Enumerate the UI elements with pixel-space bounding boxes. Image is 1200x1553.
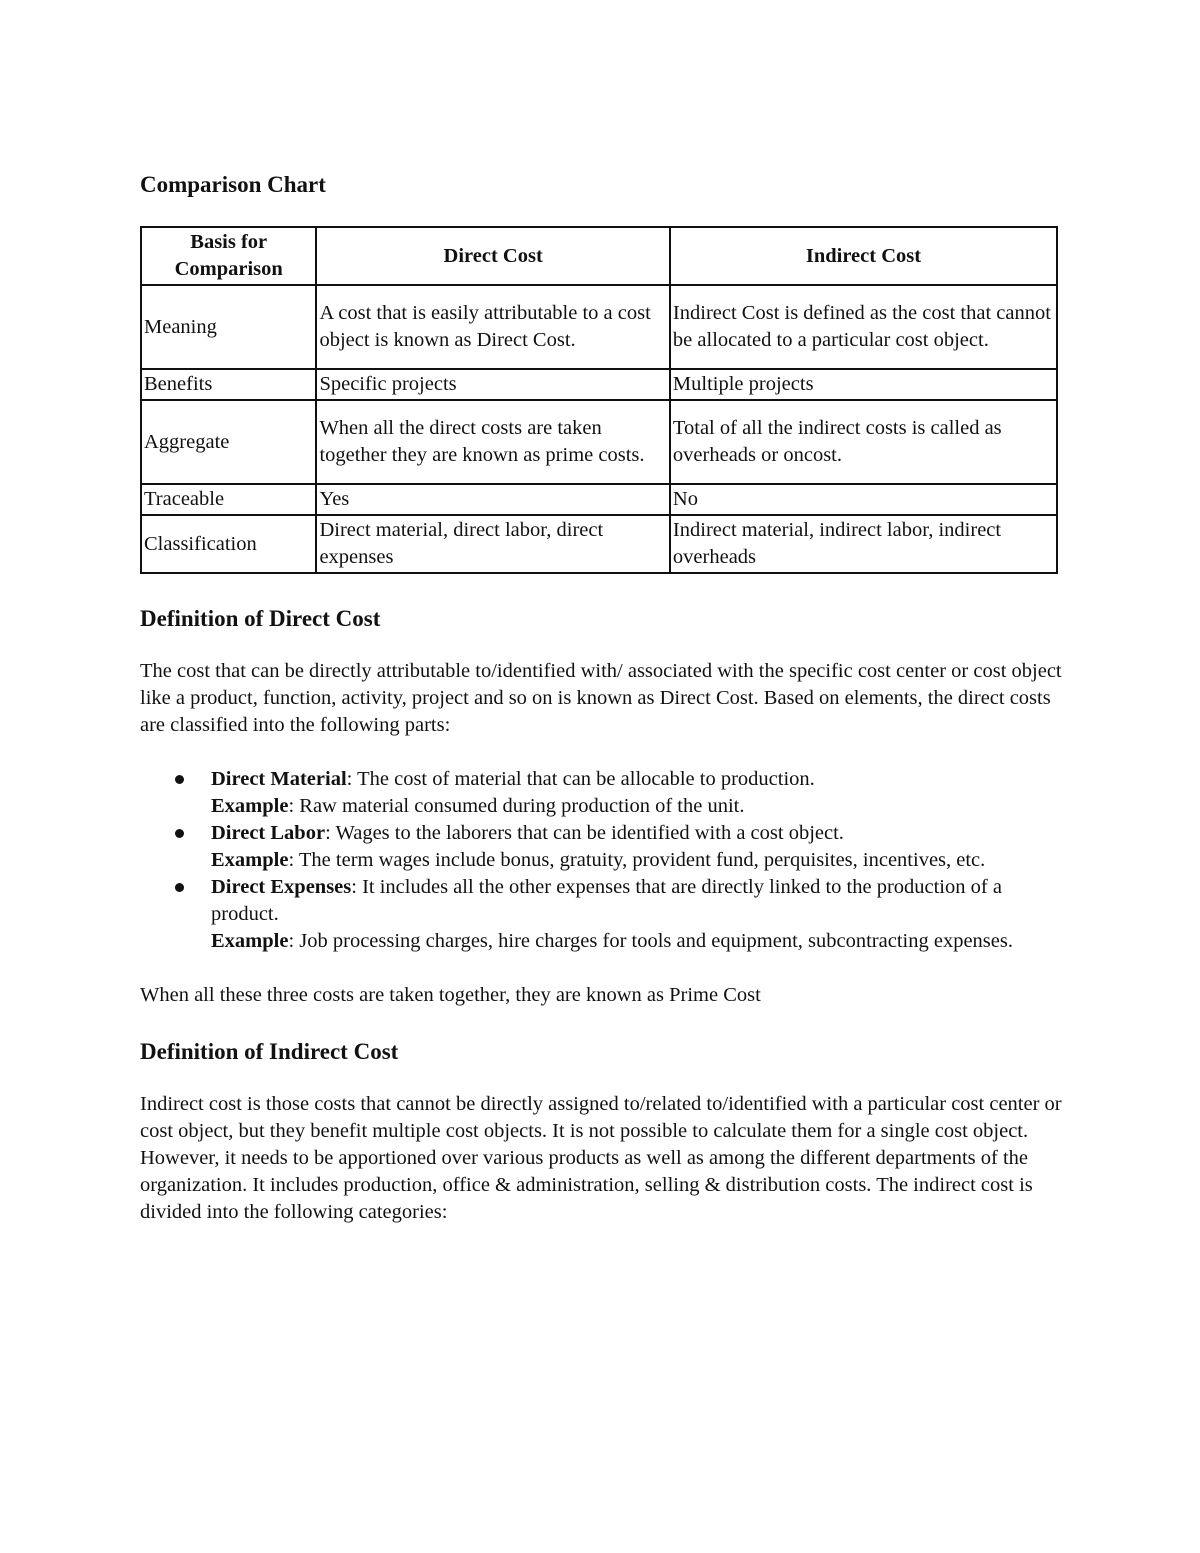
table-row [141,285,1057,369]
row-direct-cell: Yes [316,484,669,515]
bullet-icon [175,829,184,838]
list-item [140,820,1065,874]
row-indirect-cell: Indirect Cost is defined as the cost that cannot be allocated to a particular cost object. [670,285,1057,369]
indirect-cost-heading: Definition of Indirect Cost [140,1039,399,1064]
bullet-icon [175,775,184,784]
indirect-cost-body: Indirect cost is those costs that cannot be directly assigned to/related to/identified with a particular cost center or cost object, but they benefit multiple cost objects. It is not possible to calculate them for a single cost object. However, it needs to be apportioned over various products as well as among the different departments of the organization. It includes production, office & administration, selling & distribution costs. The indirect cost is divided into the following categories: [140,1093,1062,1223]
item-text: : Wages to the laborers that can be identified with a cost object. [325,822,844,844]
example-label: Example [211,930,289,952]
row-direct-cell: When all the direct costs are taken together they are known as prime costs. [316,400,669,484]
item-term: Direct Labor [211,822,326,844]
item-term: Direct Material [211,768,347,790]
example-label: Example [211,795,289,817]
bullet-icon [175,883,184,892]
table-row [141,515,1057,573]
row-direct-cell: A cost that is easily attributable to a cost object is known as Direct Cost. [316,285,669,369]
row-direct-cell: Direct material, direct labor, direct expenses [316,515,669,573]
direct-cost-heading: Definition of Direct Cost [140,606,381,631]
row-indirect-cell: Indirect material, indirect labor, indirect overheads [670,515,1057,573]
row-basis-cell: Benefits [141,369,316,400]
direct-cost-intro: The cost that can be directly attributable to/identified with/ associated with the specific cost center or cost object like a product, function, activity, project and so on is known as Direct Cost. Based on elements, the direct costs are classified into the following parts: [140,660,1062,736]
list-item [140,874,1065,955]
item-text: : The cost of material that can be allocable to production. [346,768,815,790]
row-direct-cell: Specific projects [316,369,669,400]
document-page [140,170,1065,1226]
example-text: : Raw material consumed during production of the unit. [288,795,745,817]
header-indirect-cost: Indirect Cost [670,227,1057,285]
prime-cost-sentence: When all these three costs are taken together, they are known as Prime Cost [140,984,761,1006]
example-label: Example [211,849,289,871]
header-direct-cost: Direct Cost [316,227,669,285]
row-indirect-cell: Total of all the indirect costs is called as overheads or oncost. [670,400,1057,484]
item-text: : It includes all the other expenses that are directly linked to the production of a product. [211,876,1002,925]
list-item [140,766,1065,820]
direct-cost-list [140,766,1065,955]
table-header-row [141,227,1057,285]
table-row [141,369,1057,400]
row-indirect-cell: No [670,484,1057,515]
row-basis-cell: Traceable [141,484,316,515]
comparison-chart-title: Comparison Chart [140,172,326,197]
example-text: : The term wages include bonus, gratuity, provident fund, perquisites, incentives, etc. [288,849,986,871]
header-basis: Basis for Comparison [141,227,316,285]
row-basis-cell: Classification [141,515,316,573]
row-basis-cell: Meaning [141,285,316,369]
row-indirect-cell: Multiple projects [670,369,1057,400]
example-text: : Job processing charges, hire charges for tools and equipment, subcontracting expenses. [288,930,1013,952]
table-row [141,484,1057,515]
comparison-table [140,226,1058,574]
row-basis-cell: Aggregate [141,400,316,484]
item-term: Direct Expenses [211,876,352,898]
table-row [141,400,1057,484]
